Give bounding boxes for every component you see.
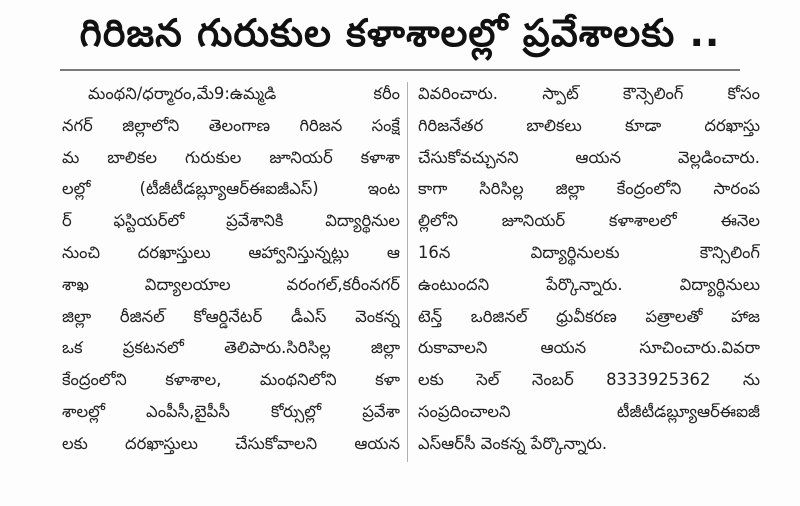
article-column-right xyxy=(418,78,760,460)
article-line: రుకావాలని ఆయన సూచించారు.వివరా xyxy=(418,338,760,358)
article-line: లల్లో (టీజీటీడబ్ల్యూఆర్ఈఐజీఎస్) ఇంట xyxy=(62,179,400,199)
article-headline: గిరిజన గురుకుల కళాశాలల్లో ప్రవేశాలకు .. xyxy=(79,11,721,55)
article-line: చేసుకోవచ్చునని ఆయన వెల్లడించారు. xyxy=(418,147,760,167)
article-line: జిల్లా రీజినల్ కోఆర్డినేటర్ డీఎస్ వెంకన్న xyxy=(62,306,400,326)
headline-divider xyxy=(60,69,740,71)
article-line: టెన్త్ ఒరిజినల్ ధ్రువీకరణ పత్రాలతో హాజ xyxy=(418,306,760,326)
article-line: సంప్రదించాలని టీజీటీడబ్ల్యూఆర్ఈఐజీ xyxy=(418,401,760,421)
article-line: మ బాలికల గురుకుల జూనియర్ కళాశా xyxy=(62,147,400,167)
article-line: శాలల్లో ఎంపీసీ,బైపీసీ కోర్సుల్లో ప్రవేశా xyxy=(62,401,400,421)
article-line: లకు సెల్ నెంబర్ 8333925362 ను xyxy=(418,370,760,390)
article-column-left xyxy=(62,78,400,460)
article-line: 16న విద్యార్థినులకు కౌన్సిలింగ్ xyxy=(418,242,760,262)
article-line: కేంద్రంలోని కళాశాల, మంథనిలోని కళా xyxy=(62,370,400,390)
article-line: కాగా సిరిసిల్ల జిల్లా కేంద్రంలోని సారంప xyxy=(418,179,760,199)
article-line: లకు దరఖాస్తులు చేసుకోవాలని ఆయన xyxy=(62,433,400,453)
article-line: ఎస్ఆర్‌సీ వెంకన్న పేర్కొన్నారు. xyxy=(418,433,608,453)
article-line: గిరిజనేతర బాలికలు కూడా దరఖాస్తు xyxy=(418,115,760,135)
article-line: మంథని/ధర్మారం,మే9:ఉమ్మడి కరీం xyxy=(88,84,400,103)
article-line: వివరించారు. స్పాట్ కౌన్సెలింగ్ కోసం xyxy=(418,84,760,103)
article-line: ఒక ప్రకటనలో తెలిపారు.సిరిసిల్ల జిల్లా xyxy=(62,338,400,358)
article-line: ఉంటుందని పేర్కొన్నారు. విద్యార్థినులు xyxy=(418,274,760,294)
article-line: ర్ ఫస్టియర్‌లో ప్రవేశానికి విద్యార్థినుల xyxy=(62,211,400,231)
article-line: ల్లిలోని జూనియర్ కళాశాలలో ఈనెల xyxy=(418,211,760,231)
article-line: నుంచి దరఖాస్తులు ఆహ్వానిస్తున్నట్లు ఆ xyxy=(62,242,400,262)
column-divider xyxy=(407,82,408,462)
article-line: నగర్ జిల్లాలోని తెలంగాణ గిరిజన సంక్షే xyxy=(62,115,400,135)
article-line: శాఖ విద్యాలయాల వరంగల్,కరీంనగర్ xyxy=(62,274,400,294)
